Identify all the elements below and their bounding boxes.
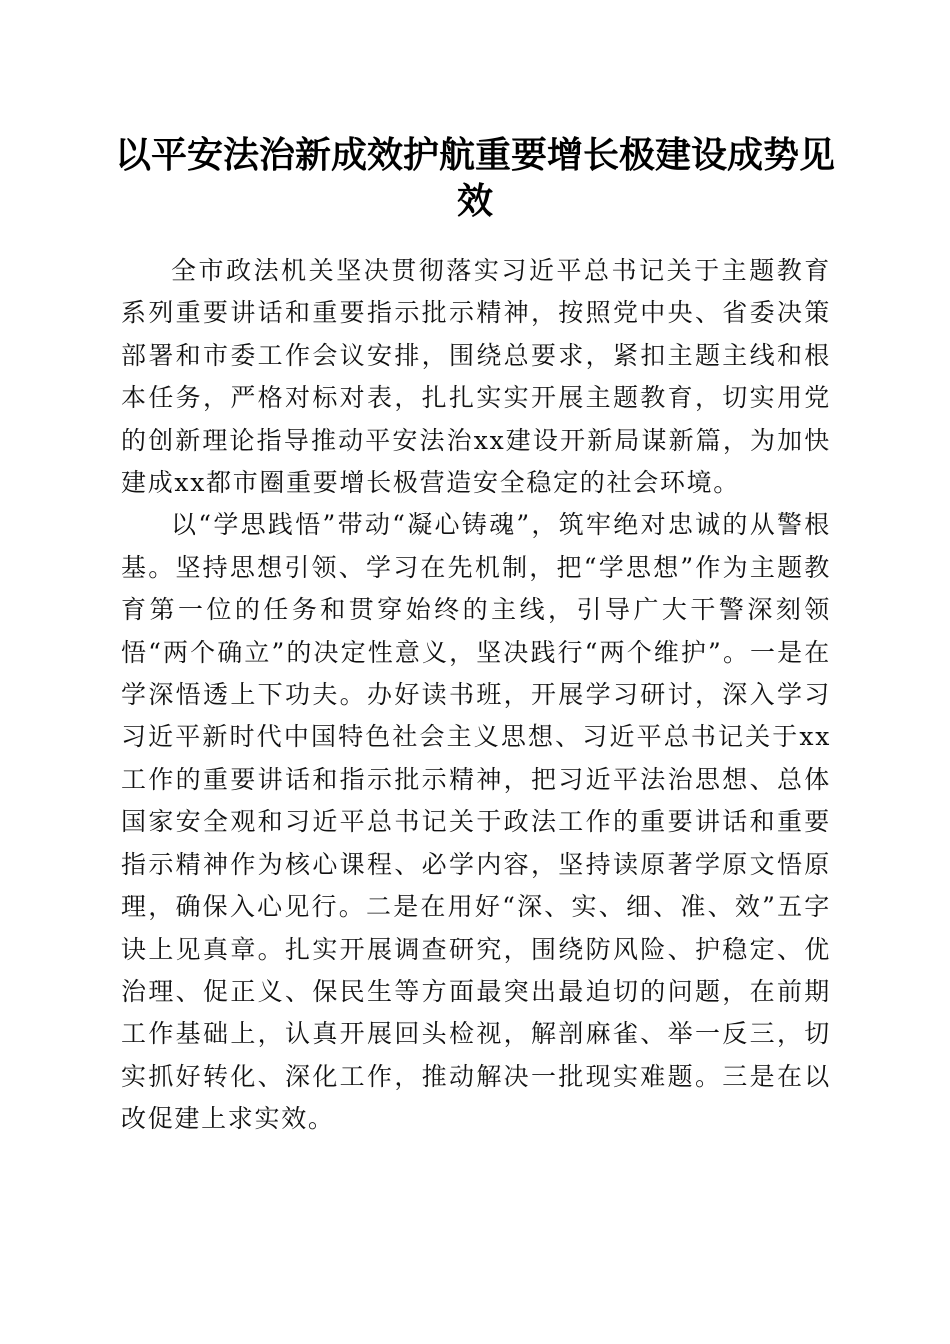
paragraph-intro: 全市政法机关坚决贯彻落实习近平总书记关于主题教育系列重要讲话和重要指示批示精神，按照党中央、省委决策部署和市委工作会议安排，围绕总要求，紧扣主题主线和根本任务，严格对标对表，扎扎实实开展主题教育，切实用党的创新理论指导推动平安法治xx建设开新局谋新篇，为加快建成xx都市圈重要增长极营造安全稳定的社会环境。 [121,256,831,498]
document-body [121,250,831,1141]
document-title: 以平安法治新成效护航重要增长极建设成势见效 [114,134,835,222]
paragraph-section-1: 以“学思践悟”带动“凝心铸魂”，筑牢绝对忠诚的从警根基。坚持思想引领、学习在先机制，把“学思想”作为主题教育第一位的任务和贯穿始终的主线，引导广大干警深刻领悟“两个确立”的决定性意义，坚决践行“两个维护”。一是在学深悟透上下功夫。办好读书班，开展学习研讨，深入学习习近平新时代中国特色社会主义思想、习近平总书记关于xx工作的重要讲话和指示批示精神，把习近平法治思想、总体国家安全观和习近平总书记关于政法工作的重要讲话和重要指示精神作为核心课程、必学内容，坚持读原著学原文悟原理，确保入心见行。二是在用好“深、实、细、准、效”五字诀上见真章。扎实开展调查研究，围绕防风险、护稳定、优治理、促正义、保民生等方面最突出最迫切的问题，在前期工作基础上，认真开展回头检视，解剖麻雀、举一反三，切实抓好转化、深化工作，推动解决一批现实难题。三是在以改促建上求实效。 [121,510,831,1134]
